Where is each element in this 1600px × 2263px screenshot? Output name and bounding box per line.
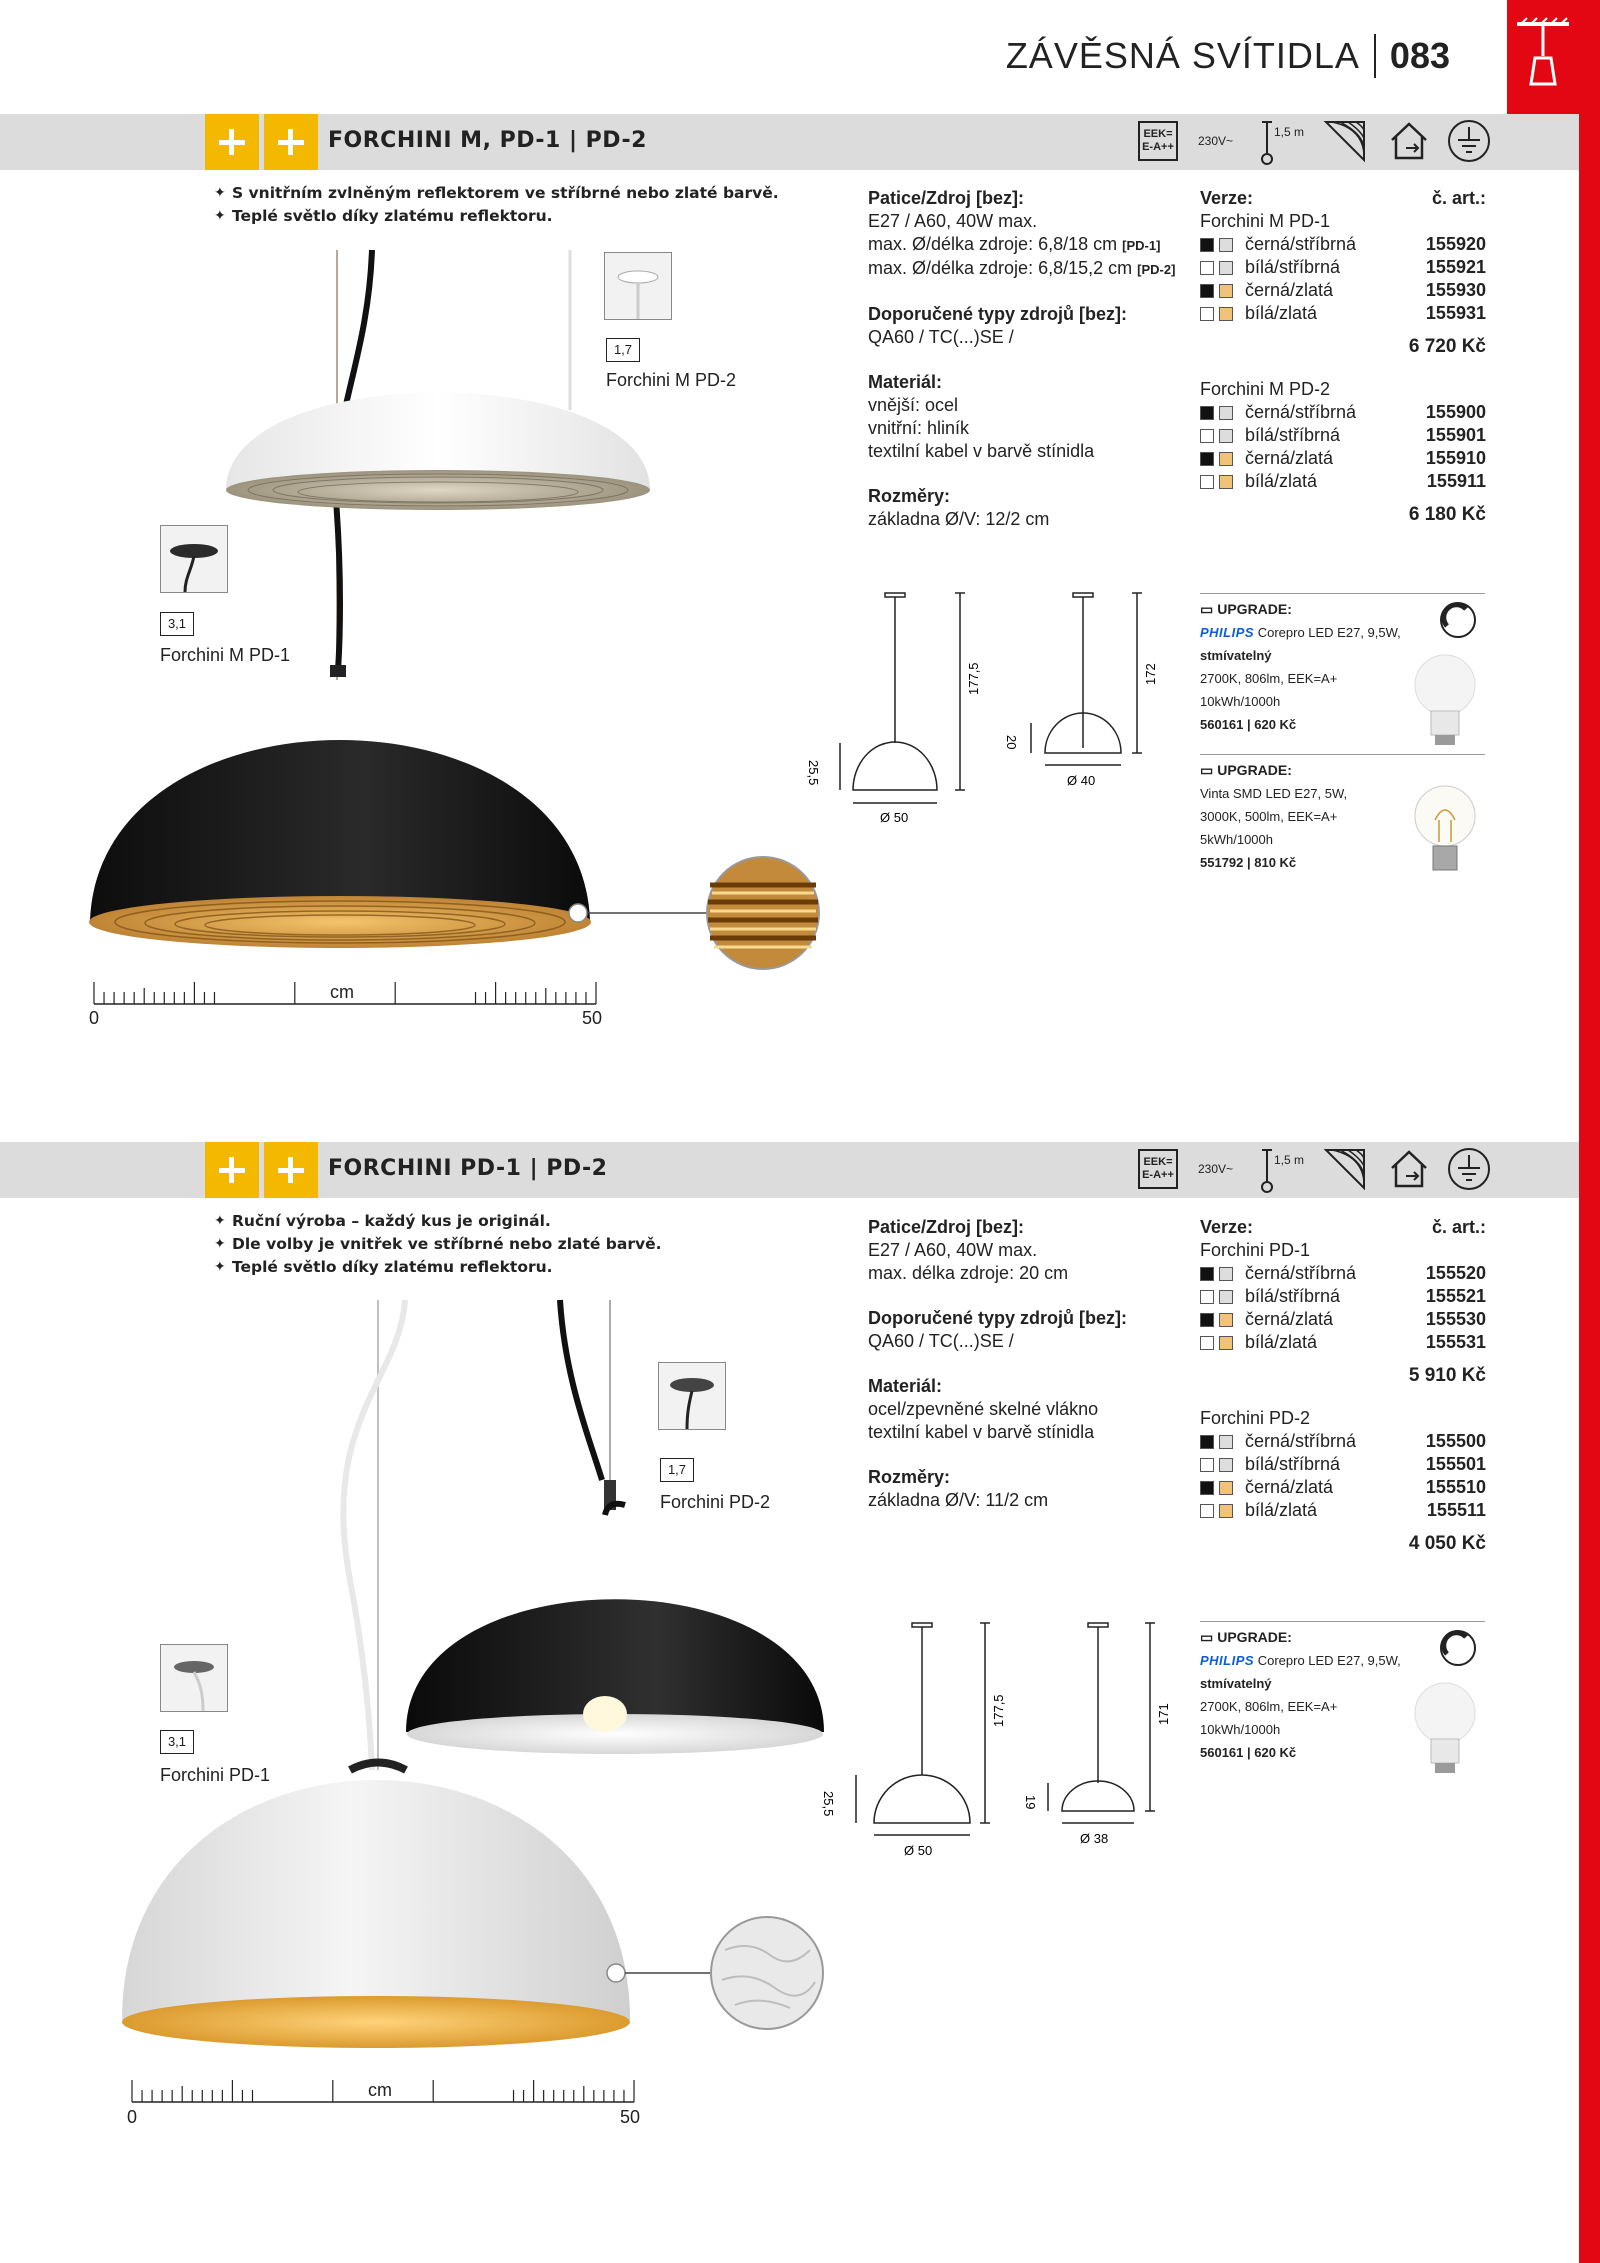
led-icon: ▭ (1200, 1629, 1214, 1645)
version-row: černá/stříbrná 155920 (1200, 233, 1486, 256)
eek-range: E-A++ (1142, 141, 1174, 153)
version-row: bílá/stříbrná 155921 (1200, 256, 1486, 279)
ceiling-canopy-thumbnail (160, 525, 228, 593)
weight-badge: 3,1 (160, 1730, 194, 1754)
versions-header: Verze: č. art.: (1200, 1217, 1486, 1237)
price: 4 050 Kč (1408, 1533, 1486, 1554)
color-swatch (1219, 452, 1233, 466)
height-dim-label: 177,5 (991, 1694, 1006, 1727)
color-swatch (1219, 1336, 1233, 1350)
led-icon: ▭ (1200, 762, 1214, 778)
socket-heading: Patice/Zdroj [bez]: (868, 188, 1025, 208)
socket-line: E27 / A60, 40W max. (868, 211, 1038, 231)
caption-pd2: Forchini PD-2 (660, 1492, 771, 1512)
energy-class-badge (1138, 1149, 1178, 1189)
weight-badge: 3,1 (160, 612, 194, 636)
diameter-label: Ø 40 (1067, 773, 1096, 788)
weight-badge: 1,7 (660, 1458, 694, 1482)
led-icon: ▭ (1200, 601, 1214, 617)
indoor-icon (1386, 118, 1432, 164)
energy-class-badge (1138, 121, 1178, 161)
voltage-label: 230V~ (1198, 134, 1234, 148)
brand-label: PHILIPS (1200, 625, 1255, 640)
section1-title: FORCHINI M, PD-1 | PD-2 (328, 128, 647, 153)
shade-dim-label: 25,5 (806, 760, 821, 786)
color-swatch (1219, 307, 1233, 321)
types-line: QA60 / TC(...)SE / (868, 1331, 1014, 1351)
caption-pd1: Forchini M PD-1 (160, 645, 291, 665)
height-dim-label: 171 (1156, 1703, 1171, 1725)
diameter-label: Ø 38 (1080, 1831, 1109, 1846)
version-row: bílá/zlatá 155931 (1200, 302, 1486, 325)
led-bulb-image (1405, 1677, 1485, 1777)
diameter-label: Ø 50 (880, 810, 909, 825)
color-swatch (1200, 1458, 1214, 1472)
shade-dim-label: 20 (1004, 735, 1019, 750)
color-swatch (1219, 284, 1233, 298)
color-swatch (1200, 1435, 1214, 1449)
version-row: bílá/zlatá 155911 (1200, 470, 1486, 493)
version-row: černá/zlatá 155910 (1200, 447, 1486, 470)
socket-line: E27 / A60, 40W max. (868, 1240, 1038, 1260)
color-swatch (1219, 1267, 1233, 1281)
version-group-title: Forchini PD-2 (1200, 1408, 1311, 1428)
scale-unit: cm (330, 982, 354, 1002)
color-swatch (1200, 429, 1214, 443)
dims-heading: Rozměry: (868, 486, 951, 506)
section2-features (214, 1210, 661, 1279)
section1-dimension-drawing (806, 585, 1185, 835)
version-row: bílá/stříbrná 155521 (1200, 1285, 1486, 1308)
price: 5 910 Kč (1408, 1365, 1486, 1386)
version-row: černá/zlatá 155530 (1200, 1308, 1486, 1331)
material-heading: Materiál: (868, 372, 943, 392)
title-divider (1374, 34, 1376, 78)
feature-item: ✦ Dle volby je vnitřek ve stříbrné nebo zlaté barvě. (214, 1233, 661, 1256)
color-swatch (1219, 1290, 1233, 1304)
material-line: ocel/zpevněné skelné vlákno (868, 1399, 1099, 1419)
version-group-title: Forchini M PD-1 (1200, 211, 1331, 231)
types-heading: Doporučené typy zdrojů [bez]: (868, 1308, 1128, 1328)
color-swatch (1200, 1267, 1214, 1281)
socket-line: max. Ø/délka zdroje: 6,8/18 cm [PD-1] (868, 234, 1161, 254)
section1-versions (1200, 187, 1486, 546)
feature-item: ✦ Ruční výroba – každý kus je originál. (214, 1210, 661, 1233)
types-heading: Doporučené typy zdrojů [bez]: (868, 304, 1128, 324)
dimmable-icon (1438, 600, 1478, 640)
cable-length-value: 1,5 m (1274, 125, 1305, 139)
version-row: bílá/stříbrná 155901 (1200, 424, 1486, 447)
diameter-label: Ø 50 (904, 1843, 933, 1858)
socket-line: max. délka zdroje: 20 cm (868, 1263, 1069, 1283)
color-swatch (1200, 1336, 1214, 1350)
color-swatch (1200, 1290, 1214, 1304)
scale-unit: cm (368, 2080, 392, 2100)
weight-badge: 1,7 (606, 338, 640, 362)
color-swatch (1219, 406, 1233, 420)
dims-heading: Rozměry: (868, 1467, 951, 1487)
led-bulb-image (1405, 649, 1485, 749)
color-swatch (1219, 1504, 1233, 1518)
scale-end: 50 (620, 2107, 641, 2127)
dimmer-icon (1322, 118, 1368, 164)
socket-heading: Patice/Zdroj [bez]: (868, 1217, 1025, 1237)
color-swatch (1200, 1313, 1214, 1327)
version-row: bílá/zlatá 155511 (1200, 1499, 1486, 1522)
scale-start: 0 (89, 1008, 100, 1028)
section2-specs (868, 1216, 1198, 1534)
shade-dim-label: 25,5 (821, 1791, 836, 1817)
section2-dimension-drawing (821, 1615, 1200, 1865)
color-swatch (1219, 1481, 1233, 1495)
socket-line: max. Ø/délka zdroje: 6,8/15,2 cm [PD-2] (868, 258, 1176, 278)
feature-item: ✦ S vnitřním zvlněným reflektorem ve stříbrné nebo zlaté barvě. (214, 182, 779, 205)
color-swatch (1200, 475, 1214, 489)
section2-title: FORCHINI PD-1 | PD-2 (328, 1156, 608, 1181)
price: 6 720 Kč (1408, 336, 1486, 357)
versions-header: Verze: č. art.: (1200, 188, 1486, 208)
cable-length-icon (1258, 1146, 1308, 1194)
version-row: bílá/zlatá 155531 (1200, 1331, 1486, 1354)
filament-bulb-image (1405, 780, 1485, 880)
material-line: vnitřní: hliník (868, 418, 970, 438)
section2-versions (1200, 1216, 1486, 1575)
color-swatch (1200, 1504, 1214, 1518)
feature-item: ✦ Teplé světlo díky zlatému reflektoru. (214, 205, 779, 228)
cable-length-icon (1258, 118, 1308, 166)
brand-label: PHILIPS (1200, 1653, 1255, 1668)
color-swatch (1219, 1435, 1233, 1449)
material-line: textilní kabel v barvě stínidla (868, 1422, 1095, 1442)
types-line: QA60 / TC(...)SE / (868, 327, 1014, 347)
version-group-title: Forchini PD-1 (1200, 1240, 1311, 1260)
plus-icon (205, 1142, 259, 1198)
version-row: černá/stříbrná 155900 (1200, 401, 1486, 424)
height-dim-label: 172 (1143, 663, 1158, 685)
version-row: bílá/stříbrná 155501 (1200, 1453, 1486, 1476)
caption-pd1: Forchini PD-1 (160, 1765, 271, 1785)
color-swatch (1219, 261, 1233, 275)
dims-line: základna Ø/V: 11/2 cm (868, 1490, 1049, 1510)
section1-features (214, 182, 779, 228)
eek-range: E-A++ (1142, 1169, 1174, 1181)
feature-item: ✦ Teplé světlo díky zlatému reflektoru. (214, 1256, 661, 1279)
material-line: textilní kabel v barvě stínidla (868, 441, 1095, 461)
version-row: černá/zlatá 155930 (1200, 279, 1486, 302)
led-upgrade-card: ▭ UPGRADE: PHILIPS Corepro LED E27, 9,5W, stmívatelný 2700K, 806lm, EEK=A+ 10kWh/1000h 560161 | 620 Kč (1200, 593, 1485, 736)
page-header (1006, 34, 1450, 78)
color-swatch (1219, 1458, 1233, 1472)
color-swatch (1200, 452, 1214, 466)
color-swatch (1200, 238, 1214, 252)
plus-icon (264, 114, 318, 170)
material-heading: Materiál: (868, 1376, 943, 1396)
ceiling-canopy-thumbnail (658, 1362, 726, 1430)
color-swatch (1219, 429, 1233, 443)
color-swatch (1200, 406, 1214, 420)
color-swatch (1219, 1313, 1233, 1327)
scale-start: 0 (127, 2107, 138, 2127)
version-group-title: Forchini M PD-2 (1200, 379, 1331, 399)
indoor-icon (1386, 1146, 1432, 1192)
caption-pd2: Forchini M PD-2 (606, 370, 737, 390)
color-swatch (1200, 284, 1214, 298)
scale-end: 50 (582, 1008, 603, 1028)
page-number: 083 (1389, 35, 1450, 76)
plus-icon (205, 114, 259, 170)
page-title: ZÁVĚSNÁ SVÍTIDLA (1005, 35, 1360, 76)
ceiling-canopy-thumbnail (160, 1644, 228, 1712)
eek-label: EEK= (1143, 128, 1173, 140)
section1-product-photo (80, 240, 840, 980)
color-swatch (1200, 1481, 1214, 1495)
plus-icon (264, 1142, 318, 1198)
shade-dim-label: 19 (1023, 1795, 1038, 1810)
ground-icon (1446, 1146, 1492, 1192)
version-row: černá/stříbrná 155500 (1200, 1430, 1486, 1453)
ceiling-canopy-thumbnail (604, 252, 672, 320)
eek-label: EEK= (1143, 1156, 1173, 1168)
dimmable-icon (1438, 1628, 1478, 1668)
dimmer-icon (1322, 1146, 1368, 1192)
dims-line: základna Ø/V: 12/2 cm (868, 509, 1050, 529)
version-row: černá/stříbrná 155520 (1200, 1262, 1486, 1285)
ground-icon (1446, 118, 1492, 164)
section1-specs (868, 187, 1198, 553)
pendant-lamp-icon (1507, 0, 1579, 114)
led-upgrade-card: ▭ UPGRADE: Vinta SMD LED E27, 5W, 3000K, 500lm, EEK=A+ 5kWh/1000h 551792 | 810 Kč (1200, 754, 1485, 874)
version-row: černá/zlatá 155510 (1200, 1476, 1486, 1499)
cable-length-value: 1,5 m (1274, 1153, 1305, 1167)
height-dim-label: 177,5 (966, 662, 981, 695)
price: 6 180 Kč (1408, 504, 1486, 525)
category-tab (1507, 0, 1579, 114)
color-swatch (1219, 475, 1233, 489)
color-swatch (1219, 238, 1233, 252)
color-swatch (1200, 261, 1214, 275)
color-swatch (1200, 307, 1214, 321)
voltage-label: 230V~ (1198, 1162, 1234, 1176)
brand-edge-bar (1579, 0, 1600, 2263)
material-line: vnější: ocel (868, 395, 959, 415)
led-upgrade-card: ▭ UPGRADE: PHILIPS Corepro LED E27, 9,5W, stmívatelný 2700K, 806lm, EEK=A+ 10kWh/1000h 560161 | 620 Kč (1200, 1621, 1485, 1764)
